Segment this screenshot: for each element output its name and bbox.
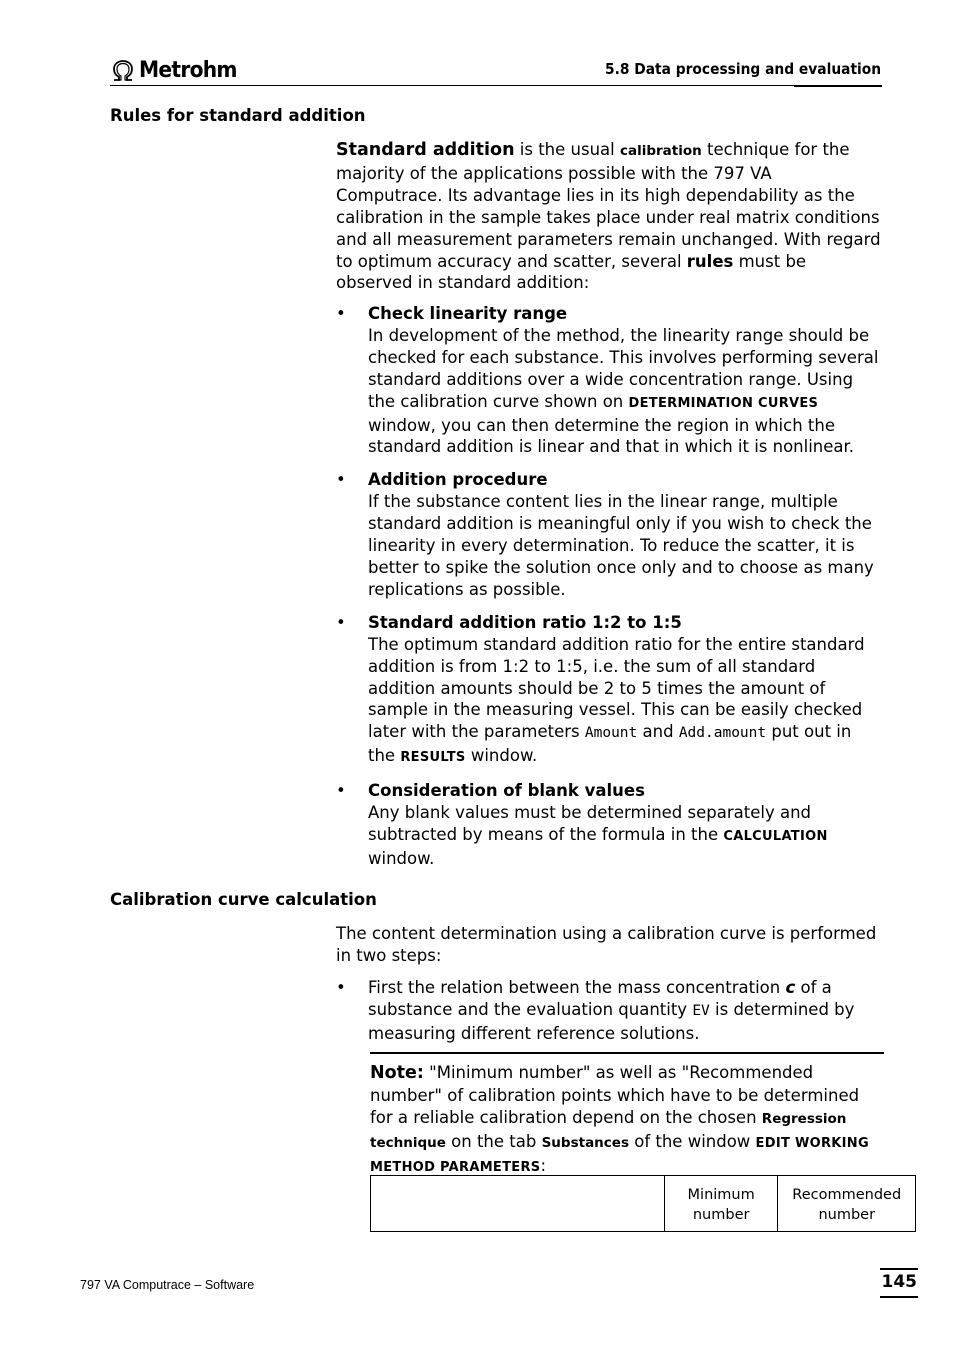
bullet-icon: • [336,304,346,323]
parameter-name: Add.amount [678,725,767,742]
variable-c: c [785,978,796,997]
list-item [336,469,882,600]
item-text: The optimum standard addition ratio for the entire standard addition is from 1:2 to 1:5, i.e. the sum of all standard addition amounts should be 2 to 5 times the amount of sample in the measuring vessel. This can be easily checked later with the parameters [368,634,865,742]
item-title: Consideration of blank values [368,781,645,801]
list-item [336,780,882,870]
calibration-intro: The content determination using a calibration curve is performed in two steps: [336,924,877,965]
item-text: window. [368,848,435,868]
item-text: of a substance and the evaluation quantity [368,978,832,1019]
logo-text: Metrohm [139,58,237,83]
window-name: RESULTS [400,750,466,766]
page-number-rule [880,1296,918,1298]
calibration-steps-list [336,977,882,1056]
list-item [336,977,882,1045]
window-name: EDIT WORKING METHOD PARAMETERS [370,1135,869,1175]
item-text: First the relation between the mass concentration [368,978,786,997]
intro-rules-term: rules [686,251,734,271]
table-header-cell: Minimum number [665,1176,779,1231]
item-title: Addition procedure [368,470,548,490]
bullet-icon: • [336,978,346,997]
item-text: window, you can then determine the region in which the standard addition is linear and that in which it is nonlinear. [368,415,855,457]
table-header-cell [371,1176,665,1231]
list-item [336,612,882,769]
item-text: In development of the method, the linearity range should be checked for each substance. This involves performing several standard additions over a wide concentration range. Using the calibration curve shown on [368,325,879,411]
bullet-icon: • [336,612,346,632]
note-text: : [540,1156,546,1175]
note-box [370,1052,884,1180]
footer-product: 797 VA Computrace – Software [80,1278,255,1292]
item-text: is determined by measuring different reference solutions. [368,999,855,1043]
intro-text-2: technique for the majority of the applications possible with the 797 VA Computrace. Its advantage lies in its high dependability as the calibration in the sample takes place under real matrix conditions and all measurement parameters remain unchanged. With regard to optimum accuracy and scatter, several [336,140,881,271]
parameter-name: EV [692,1002,710,1019]
window-name: DETERMINATION CURVES [628,395,819,411]
window-name: CALCULATION [723,828,828,844]
list-item [336,303,882,458]
standard-addition-intro [336,139,882,294]
note-text: "Minimum number" as well as "Recommended number" of calibration points which have to be determined for a reliable calibration depend on the chosen [370,1063,860,1127]
item-text: If the substance content lies in the linear range, multiple standard addition is meaningful only if you wish to check the linearity in every determination. To reduce the scatter, it is better to spike the solution once only and to choose as many replications as possible. [368,492,874,599]
metrohm-logo [110,58,245,83]
calibration-points-table [370,1175,916,1232]
note-label: Note: [370,1063,424,1083]
item-title: Check linearity range [368,304,568,323]
omega-logo-icon [110,59,136,83]
header-rule [110,85,882,86]
intro-text-1: is the usual [514,140,620,159]
note-text: of the window [628,1131,756,1151]
tab-name: Substances [541,1134,629,1151]
parameter-name: Amount [584,725,638,742]
section-heading-standard-addition: Rules for standard addition [110,106,366,125]
rules-list [336,303,882,881]
field-name: Regression technique [370,1111,847,1151]
intro-lead: Standard addition [336,140,515,160]
bullet-icon: • [336,470,346,490]
note-text: on the tab [445,1131,542,1151]
intro-calibration-term: calibration [619,143,702,159]
section-header: 5.8 Data processing and evaluation [604,60,881,78]
table-header-cell: Recommended number [792,1187,902,1223]
item-text: window. [465,746,538,766]
item-title: Standard addition ratio 1:2 to 1:5 [368,612,682,632]
item-text: and [637,722,679,742]
page-number: 145 [881,1272,917,1292]
bullet-icon: • [336,781,346,801]
page-number-rule [880,1268,918,1270]
intro-text-3: must be observed in standard addition: [336,251,807,293]
section-heading-calibration-curve: Calibration curve calculation [110,890,377,909]
item-text: Any blank values must be determined separately and subtracted by means of the formula in the [368,803,812,844]
header-rule-accent [794,85,882,87]
item-text: put out in the [368,722,852,766]
